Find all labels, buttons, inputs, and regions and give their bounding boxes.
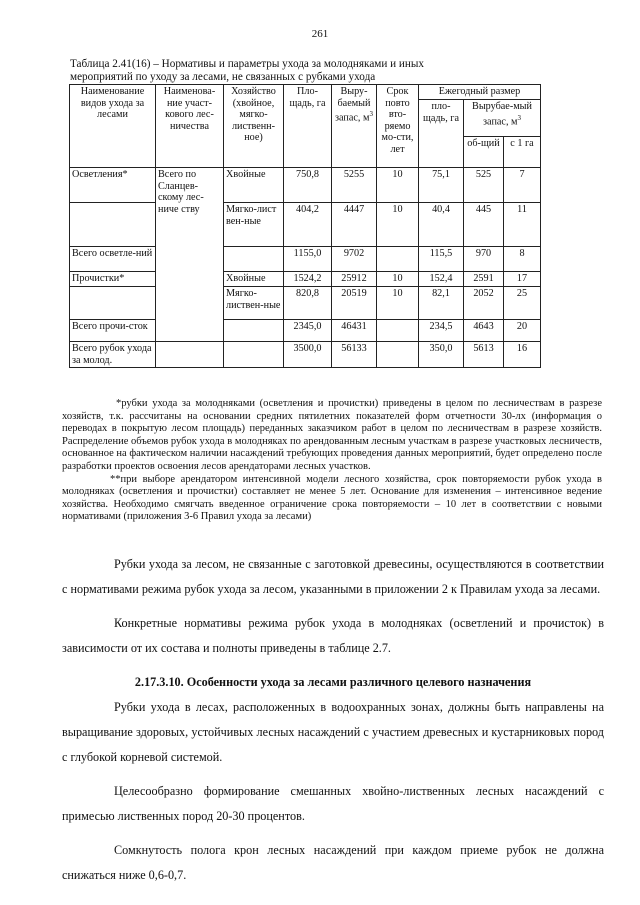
table-row bbox=[70, 342, 541, 368]
table-cell: 82,1 bbox=[419, 287, 464, 320]
norms-table bbox=[69, 84, 541, 368]
table-cell: 7 bbox=[504, 168, 541, 203]
table-cell: 16 bbox=[504, 342, 541, 368]
footnote-2: **при выборе арендатором интенсивной модели лесного хозяйства, срок повторяемости рубок ухода в молодняках (осветления и прочистки) составляет не менее 5 лет. Основание для изменения – интенсивное ведение хозяйства. Необходимо смягчать введенное ограничение срока повторяемости – 10 лет в соответствии с новыми нормативами (приложения 3-6 Правил ухода за лесами) bbox=[62, 473, 602, 523]
table-cell bbox=[224, 247, 284, 272]
table-cell: 20519 bbox=[332, 287, 377, 320]
section-heading: 2.17.3.10. Особенности ухода за лесами различного целевого назначения bbox=[134, 675, 532, 689]
table-cell bbox=[156, 342, 224, 368]
table-cell: 5255 bbox=[332, 168, 377, 203]
table-cell: 40,4 bbox=[419, 203, 464, 247]
table-cell: Мягко-листвен-ные bbox=[224, 287, 284, 320]
table-cell: 10 bbox=[377, 287, 419, 320]
table-cell: Всего прочи-сток bbox=[70, 320, 156, 342]
table-cell: Хвойные bbox=[224, 272, 284, 287]
table-row bbox=[70, 247, 541, 272]
table-cell: 970 bbox=[464, 247, 504, 272]
table-cell bbox=[224, 342, 284, 368]
table-cell: 9702 bbox=[332, 247, 377, 272]
table-cell: 750,8 bbox=[284, 168, 332, 203]
superscript: 3 bbox=[517, 113, 521, 122]
table-cell: 3500,0 bbox=[284, 342, 332, 368]
header-cell bbox=[464, 100, 541, 137]
table-cell: 404,2 bbox=[284, 203, 332, 247]
table-row bbox=[70, 320, 541, 342]
paragraph-4: Целесообразно формирование смешанных хвойно-лиственных лесных насаждений с примесью лиственных пород 20-30 процентов. bbox=[62, 784, 604, 823]
table-cell: 4447 bbox=[332, 203, 377, 247]
table-cell: 152,4 bbox=[419, 272, 464, 287]
table-caption bbox=[70, 58, 540, 84]
caption-line-2: мероприятий по уходу за лесами, не связанных с рубками ухода bbox=[70, 71, 376, 83]
table-cell: 2591 bbox=[464, 272, 504, 287]
table-cell: 11 bbox=[504, 203, 541, 247]
table-cell bbox=[377, 247, 419, 272]
paragraph-3: Рубки ухода в лесах, расположенных в водоохранных зонах, должны быть направлены на выращивание здоровых, устойчивых лесных насаждений с участием древесных и кустарниковых пород с глубокой корневой системой. bbox=[62, 700, 604, 764]
header-cell: пло-щадь, га bbox=[419, 100, 464, 168]
table-cell: 10 bbox=[377, 168, 419, 203]
header-text: Вырубае-мый запас, м bbox=[472, 101, 532, 127]
table-cell: 25912 bbox=[332, 272, 377, 287]
paragraph-2: Конкретные нормативы режима рубок ухода в молодняках (осветлений и прочисток) в зависимости от их состава и полноты приведены в таблице 2.7. bbox=[62, 616, 604, 655]
table-cell: 56133 bbox=[332, 342, 377, 368]
header-cell: Наименование видов ухода за лесами bbox=[70, 85, 156, 168]
header-cell: Хозяйство (хвойное, мягко-лиственн-ное) bbox=[224, 85, 284, 168]
table-cell: 8 bbox=[504, 247, 541, 272]
table-cell: 10 bbox=[377, 272, 419, 287]
table-cell: 17 bbox=[504, 272, 541, 287]
table-row bbox=[70, 272, 541, 287]
table-cell: 75,1 bbox=[419, 168, 464, 203]
header-cell: Срок повто вто-ряемо мо-сти, лет bbox=[377, 85, 419, 168]
header-cell: Пло-щадь, га bbox=[284, 85, 332, 168]
table-cell: Хвойные bbox=[224, 168, 284, 203]
header-text: Выру-баемый запас, м bbox=[335, 86, 371, 124]
table-cell: Мягко-лист вен-ные bbox=[224, 203, 284, 247]
table-row bbox=[70, 203, 541, 247]
table-cell: 445 bbox=[464, 203, 504, 247]
table-cell: 1524,2 bbox=[284, 272, 332, 287]
table-cell: 10 bbox=[377, 203, 419, 247]
table-cell: 820,8 bbox=[284, 287, 332, 320]
caption-line-1: Таблица 2.41(16) – Нормативы и параметры ухода за молодняками и иных bbox=[70, 58, 425, 70]
header-cell: с 1 га bbox=[504, 137, 541, 168]
table-cell: Прочистки* bbox=[70, 272, 156, 287]
header-cell: об-щий bbox=[464, 137, 504, 168]
table-cell: Осветления* bbox=[70, 168, 156, 203]
table-cell: 2052 bbox=[464, 287, 504, 320]
table-row bbox=[70, 287, 541, 320]
table-cell bbox=[377, 342, 419, 368]
header-row bbox=[70, 85, 541, 100]
table-cell: Всего рубок ухода за молод. bbox=[70, 342, 156, 368]
table-cell: 20 bbox=[504, 320, 541, 342]
page-number: 261 bbox=[311, 28, 329, 40]
table-cell bbox=[70, 287, 156, 320]
table-cell bbox=[70, 203, 156, 247]
body-text bbox=[62, 552, 604, 897]
table-cell: Всего осветле-ний bbox=[70, 247, 156, 272]
paragraph-1: Рубки ухода за лесом, не связанные с заготовкой древесины, осуществляются в соответствии с нормативами режима рубок ухода за лесом, указанными в приложении 2 к Правилам ухода за лесами. bbox=[62, 557, 604, 596]
table-cell bbox=[224, 320, 284, 342]
table-cell: 1155,0 bbox=[284, 247, 332, 272]
table-cell: 2345,0 bbox=[284, 320, 332, 342]
header-cell: Наименова-ние участ-кового лес-ничества bbox=[156, 85, 224, 168]
footnotes bbox=[62, 398, 602, 524]
table-cell: 25 bbox=[504, 287, 541, 320]
header-cell: Ежегодный размер bbox=[419, 85, 541, 100]
superscript: 3 bbox=[369, 110, 373, 118]
table-cell bbox=[377, 320, 419, 342]
table-cell: Всего по Сланцев-скому лес-ниче ству bbox=[156, 168, 224, 342]
table-cell: 4643 bbox=[464, 320, 504, 342]
table-cell: 46431 bbox=[332, 320, 377, 342]
table-row bbox=[70, 168, 541, 203]
footnote-1: *рубки ухода за молодняками (осветления и прочистки) приведены в целом по лесничествам в разрезе хозяйств, т.к. рассчитаны на основании средних пятилетних показателей форм отчетности 30-лх (информация о переводах в покрытую лесом площадь) переданных заказчиком работ в целом по лесничествам в разрезе хозяйств. Распределение объемов рубок ухода в молодняках по арендованным лесным участкам в разрезе участковых лесничеств, основанное на фактическом наличии насаждений требующих проведения данных мероприятий, будет определено после разработки проектов освоения лесов арендаторами лесных участков. bbox=[62, 398, 602, 472]
table-cell: 350,0 bbox=[419, 342, 464, 368]
table-cell: 525 bbox=[464, 168, 504, 203]
table-cell: 234,5 bbox=[419, 320, 464, 342]
table-cell: 5613 bbox=[464, 342, 504, 368]
table-cell: 115,5 bbox=[419, 247, 464, 272]
paragraph-5: Сомкнутость полога крон лесных насаждений при каждом приеме рубок не должна снижаться ниже 0,6-0,7. bbox=[62, 843, 604, 882]
header-cell bbox=[332, 85, 377, 168]
